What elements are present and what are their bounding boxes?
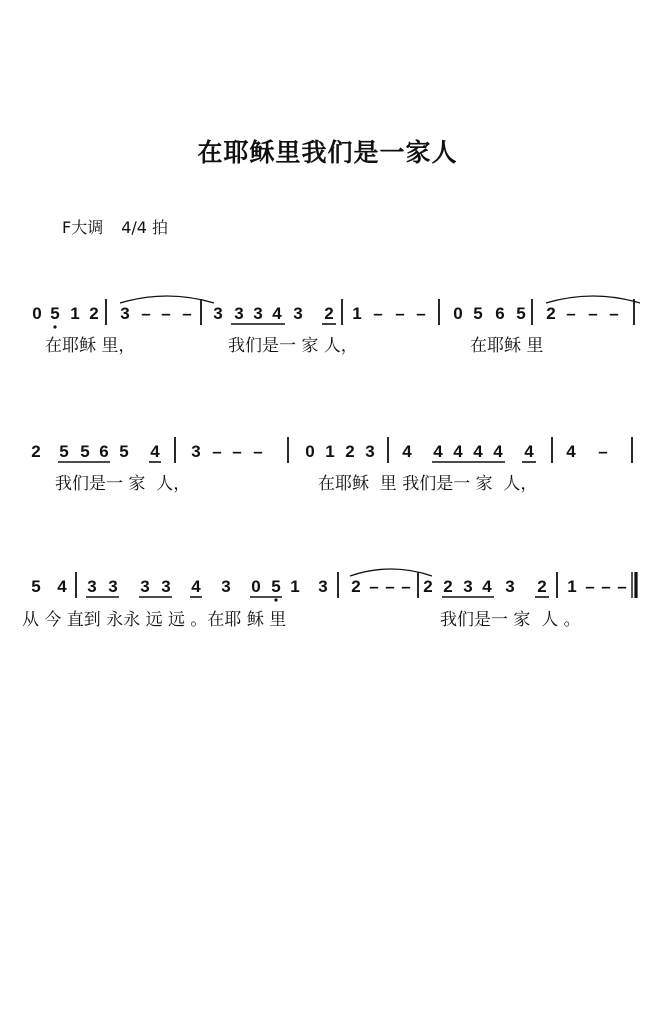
note: 5 bbox=[50, 304, 60, 323]
dash: – bbox=[232, 442, 242, 461]
dash: – bbox=[373, 304, 383, 323]
note: 1 bbox=[70, 304, 80, 323]
note: 3 bbox=[505, 577, 515, 596]
note: 2 bbox=[537, 577, 547, 596]
note: 5 bbox=[59, 442, 69, 461]
dash: – bbox=[609, 304, 619, 323]
note: 2 bbox=[546, 304, 556, 323]
note: 4 bbox=[566, 442, 576, 461]
note: 5 bbox=[119, 442, 129, 461]
note: 1 bbox=[567, 577, 577, 596]
note: 5 bbox=[31, 577, 41, 596]
lyric-line: 在耶稣 里 我们是一 家 人， bbox=[318, 474, 538, 494]
note: 5 bbox=[516, 304, 526, 323]
lyric-line: 我们是一 家 人， bbox=[55, 474, 191, 494]
dash: – bbox=[585, 577, 595, 596]
note: 3 bbox=[120, 304, 130, 323]
note: 3 bbox=[463, 577, 473, 596]
note: 3 bbox=[191, 442, 201, 461]
note: 4 bbox=[524, 442, 534, 461]
note: 2 bbox=[423, 577, 433, 596]
note: 4 bbox=[191, 577, 201, 596]
dash: – bbox=[617, 577, 627, 596]
dash: – bbox=[385, 577, 395, 596]
note: 2 bbox=[443, 577, 453, 596]
note: 2 bbox=[351, 577, 361, 596]
note: 6 bbox=[495, 304, 505, 323]
note: 3 bbox=[318, 577, 328, 596]
dash: – bbox=[253, 442, 263, 461]
note: 3 bbox=[293, 304, 303, 323]
note: 4 bbox=[433, 442, 443, 461]
dash: – bbox=[161, 304, 171, 323]
note: 1 bbox=[325, 442, 335, 461]
note: 2 bbox=[345, 442, 355, 461]
note: 0 bbox=[32, 304, 42, 323]
note: 2 bbox=[324, 304, 334, 323]
dash: – bbox=[588, 304, 598, 323]
note: 3 bbox=[365, 442, 375, 461]
note: 3 bbox=[253, 304, 263, 323]
lyric-line: 从 今 直到 永永 远 远 。在耶 稣 里 bbox=[22, 610, 287, 630]
note: 5 bbox=[80, 442, 90, 461]
note: 3 bbox=[161, 577, 171, 596]
note: 3 bbox=[234, 304, 244, 323]
dash: – bbox=[601, 577, 611, 596]
note: 5 bbox=[271, 577, 281, 596]
key-label: F大调 bbox=[62, 218, 104, 237]
dash: – bbox=[182, 304, 192, 323]
note: 6 bbox=[99, 442, 109, 461]
tie-slur bbox=[120, 296, 214, 303]
lyric-line: 在耶稣 里， bbox=[45, 336, 136, 356]
lyric-line: 在耶稣 里 bbox=[470, 336, 544, 356]
note: 3 bbox=[87, 577, 97, 596]
note: 4 bbox=[482, 577, 492, 596]
song-title: 在耶稣里我们是一家人 bbox=[197, 138, 458, 167]
note: 5 bbox=[473, 304, 483, 323]
lyric-line: 我们是一 家 人， bbox=[228, 336, 358, 356]
tie-slur bbox=[350, 569, 432, 576]
note: 4 bbox=[453, 442, 463, 461]
low-octave-dot bbox=[53, 325, 56, 328]
note: 2 bbox=[31, 442, 41, 461]
note: 3 bbox=[140, 577, 150, 596]
dash: – bbox=[566, 304, 576, 323]
note: 1 bbox=[352, 304, 362, 323]
meter-label: 4/4 拍 bbox=[121, 218, 169, 237]
note: 4 bbox=[402, 442, 412, 461]
note: 4 bbox=[272, 304, 282, 323]
dash: – bbox=[598, 442, 608, 461]
dash: – bbox=[401, 577, 411, 596]
note: 4 bbox=[493, 442, 503, 461]
lyric-line: 我们是一 家 人 。 bbox=[440, 610, 581, 630]
note: 0 bbox=[305, 442, 315, 461]
note: 3 bbox=[108, 577, 118, 596]
dash: – bbox=[395, 304, 405, 323]
low-octave-dot bbox=[274, 598, 277, 601]
note: 4 bbox=[57, 577, 67, 596]
dash: – bbox=[369, 577, 379, 596]
note: 0 bbox=[251, 577, 261, 596]
note: 0 bbox=[453, 304, 463, 323]
tie-slur bbox=[546, 296, 640, 303]
note: 4 bbox=[473, 442, 483, 461]
note: 3 bbox=[213, 304, 223, 323]
note: 2 bbox=[89, 304, 99, 323]
note: 3 bbox=[221, 577, 231, 596]
dash: – bbox=[212, 442, 222, 461]
dash: – bbox=[416, 304, 426, 323]
dash: – bbox=[141, 304, 151, 323]
note: 4 bbox=[150, 442, 160, 461]
note: 1 bbox=[290, 577, 300, 596]
